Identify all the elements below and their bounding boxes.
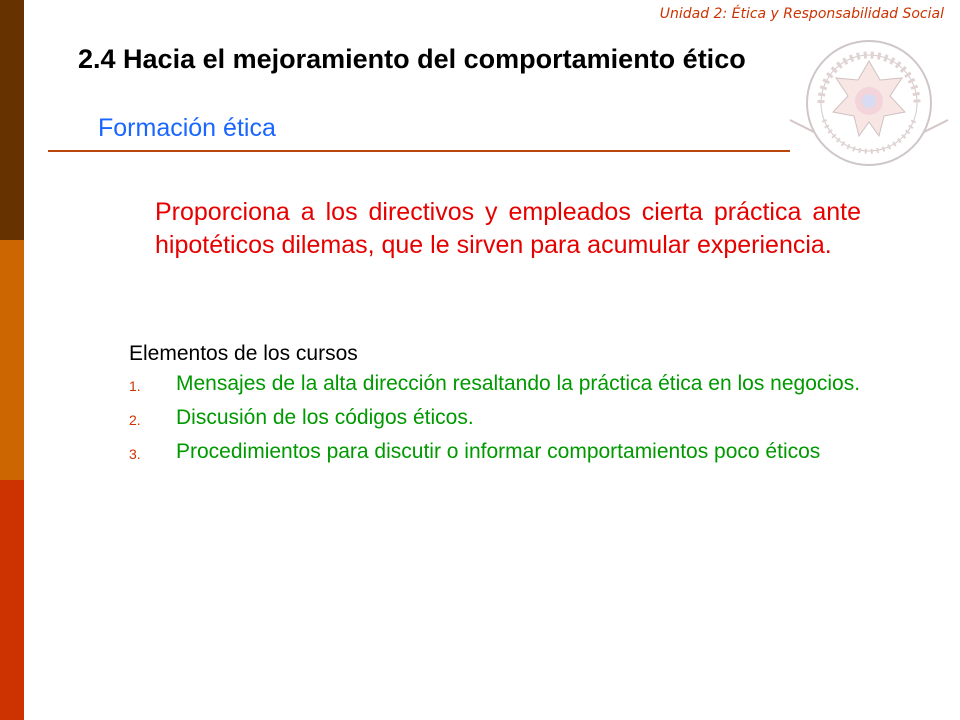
title-divider [48, 150, 790, 152]
side-bar-middle [0, 240, 24, 480]
list-item-number: 3. [129, 446, 141, 462]
slide-title: 2.4 Hacia el mejoramiento del comportamiento ético [78, 44, 746, 74]
list-item-number: 2. [129, 412, 141, 428]
list-item-text: Discusión de los códigos éticos. [176, 406, 474, 429]
list-item-text: Mensajes de la alta dirección resaltando la práctica ética en los negocios. [176, 372, 861, 395]
unit-header: Unidad 2: Ética y Responsabilidad Social [659, 6, 944, 22]
list-item [129, 372, 863, 396]
list-item-text: Procedimientos para discutir o informar comportamientos poco éticos [176, 440, 821, 463]
lead-paragraph: Proporciona a los directivos y empleados cierta práctica ante hipotéticos dilemas, que le sirven para acumular experiencia. [155, 198, 861, 259]
slide-subtitle: Formación ética [98, 114, 276, 142]
course-elements-list [129, 372, 863, 474]
side-bar-bottom [0, 480, 24, 720]
list-item-number: 1. [129, 378, 141, 394]
side-bar-top [0, 0, 24, 240]
list-item [129, 406, 863, 430]
section-heading: Elementos de los cursos [129, 342, 358, 365]
list-item [129, 440, 863, 464]
university-seal-icon [784, 28, 954, 178]
